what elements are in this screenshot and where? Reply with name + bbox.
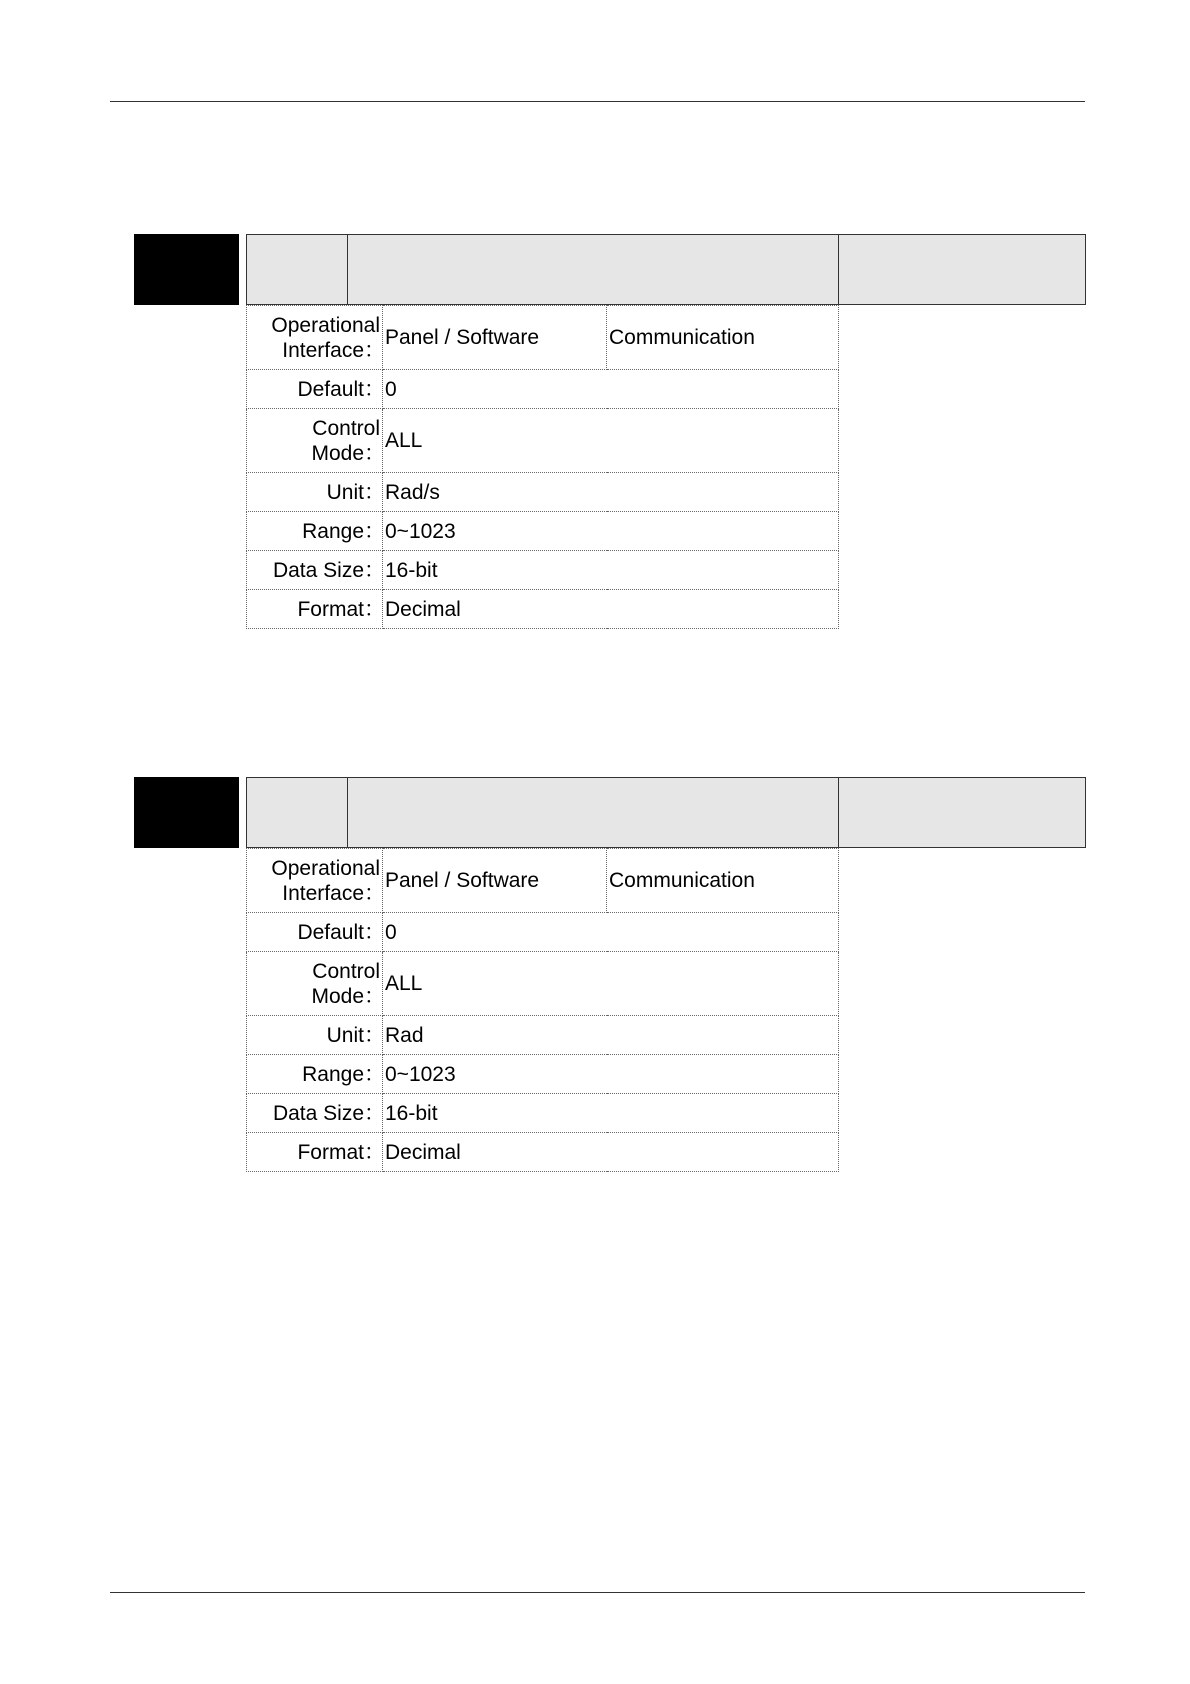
row-unit xyxy=(247,1016,839,1055)
row-operational-interface xyxy=(247,849,839,913)
parameter-header-row xyxy=(246,777,1086,848)
value-control-mode: ALL xyxy=(383,952,839,1016)
header-cell-name xyxy=(348,778,839,847)
parameter-block-2 xyxy=(134,777,1086,1177)
parameter-code-box xyxy=(134,777,239,848)
header-cell-reference xyxy=(839,778,1085,847)
value-unit: Rad/s xyxy=(383,473,839,512)
row-unit xyxy=(247,473,839,512)
header-rule xyxy=(110,101,1085,102)
label-operational-interface: Operational Interface： xyxy=(247,306,383,370)
value-format: Decimal xyxy=(383,590,839,629)
value-unit: Rad xyxy=(383,1016,839,1055)
label-default: Default： xyxy=(247,913,383,952)
label-unit: Unit： xyxy=(247,1016,383,1055)
value-format: Decimal xyxy=(383,1133,839,1172)
label-control-mode: Control Mode： xyxy=(247,952,383,1016)
parameter-block-1 xyxy=(134,234,1086,634)
row-range xyxy=(247,1055,839,1094)
header-cell-reference xyxy=(839,235,1085,304)
label-range: Range： xyxy=(247,1055,383,1094)
label-unit: Unit： xyxy=(247,473,383,512)
label-data-size: Data Size： xyxy=(247,551,383,590)
value-data-size: 16-bit xyxy=(383,551,839,590)
label-format: Format： xyxy=(247,1133,383,1172)
row-control-mode xyxy=(247,952,839,1016)
value-communication: Communication xyxy=(607,306,839,370)
row-data-size xyxy=(247,551,839,590)
value-communication: Communication xyxy=(607,849,839,913)
value-default: 0 xyxy=(383,913,839,952)
value-panel-software: Panel / Software xyxy=(383,306,607,370)
row-default xyxy=(247,370,839,409)
header-cell-address xyxy=(247,235,348,304)
value-panel-software: Panel / Software xyxy=(383,849,607,913)
row-control-mode xyxy=(247,409,839,473)
row-operational-interface xyxy=(247,306,839,370)
label-operational-interface: Operational Interface： xyxy=(247,849,383,913)
row-format xyxy=(247,590,839,629)
value-default: 0 xyxy=(383,370,839,409)
footer-rule xyxy=(110,1592,1085,1593)
label-range: Range： xyxy=(247,512,383,551)
label-control-mode: Control Mode： xyxy=(247,409,383,473)
header-cell-address xyxy=(247,778,348,847)
value-control-mode: ALL xyxy=(383,409,839,473)
label-format: Format： xyxy=(247,590,383,629)
header-cell-name xyxy=(348,235,839,304)
row-range xyxy=(247,512,839,551)
row-default xyxy=(247,913,839,952)
row-format xyxy=(247,1133,839,1172)
parameter-table xyxy=(246,848,839,1172)
value-range: 0~1023 xyxy=(383,512,839,551)
label-data-size: Data Size： xyxy=(247,1094,383,1133)
value-range: 0~1023 xyxy=(383,1055,839,1094)
parameter-header-row xyxy=(246,234,1086,305)
parameter-table xyxy=(246,305,839,629)
label-default: Default： xyxy=(247,370,383,409)
value-data-size: 16-bit xyxy=(383,1094,839,1133)
parameter-code-box xyxy=(134,234,239,305)
row-data-size xyxy=(247,1094,839,1133)
